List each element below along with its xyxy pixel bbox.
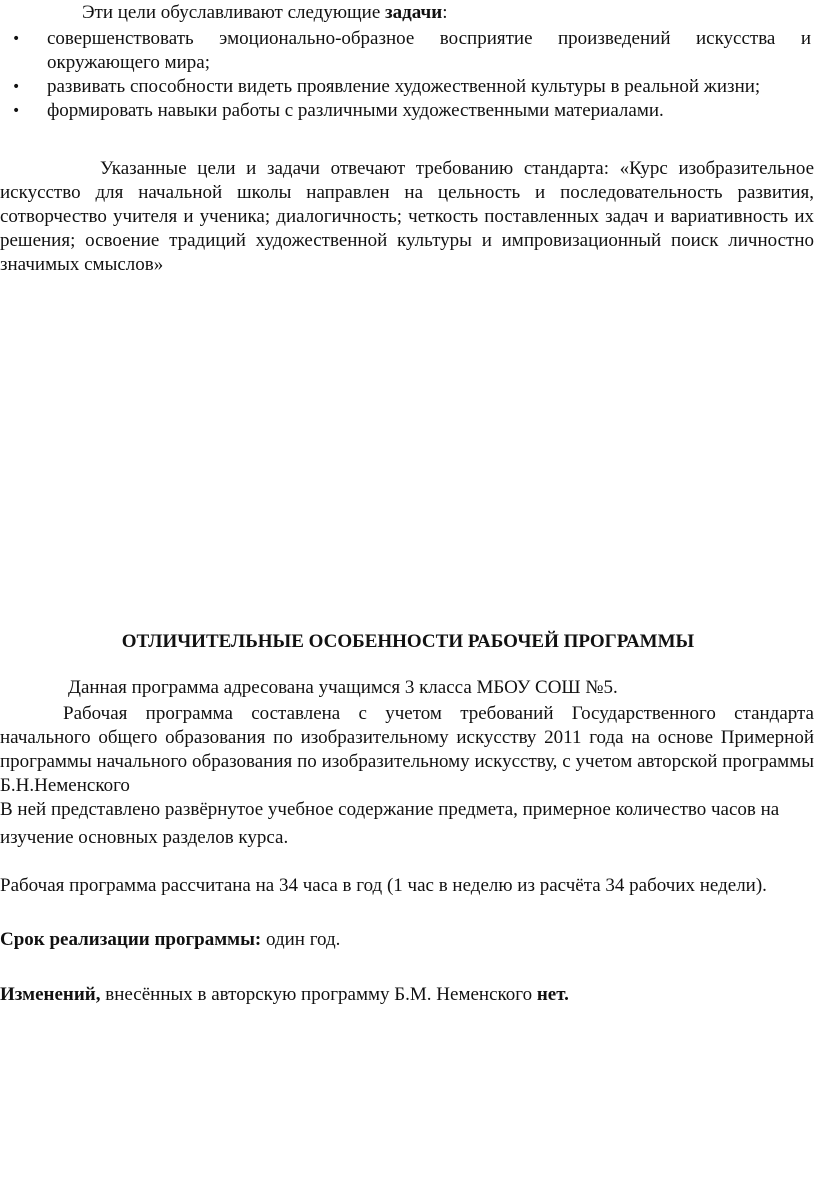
intro-tail: : <box>442 2 448 23</box>
intro-line <box>0 1 816 25</box>
task-text: развивать способности видеть проявление художественной культуры в реальной жизни; <box>47 76 761 97</box>
changes-middle: внесённых в авторскую программу Б.М. Неменского <box>100 984 537 1005</box>
intro-lead: Эти цели обуславливают следующие <box>82 2 386 23</box>
standard-paragraph: Указанные цели и задачи отвечают требованию стандарта: «Курс изобразительное искусство для начальной школы направлен на цельность и последовательность развития, сотворчество учителя и ученика; диалогичность; четкость поставленных задач и вариативность их решения; освоение традиций художественной культуры и импровизационный поиск личностно значимых смыслов» <box>0 158 814 275</box>
addressed-line: Данная программа адресована учащимся 3 класса МБОУ СОШ №5. <box>68 677 618 698</box>
changes-label: Изменений, <box>0 984 101 1005</box>
bullet-icon: • <box>12 31 21 47</box>
term-value: один год. <box>261 929 341 950</box>
task-text: совершенствовать эмоционально-образное восприятие произведений искусства и окружающего мира; <box>47 28 811 73</box>
term-line <box>0 928 816 952</box>
task-item <box>0 99 811 123</box>
term-label: Срок реализации программы: <box>0 929 262 950</box>
changes-end: нет. <box>536 984 569 1005</box>
section-heading: ОТЛИЧИТЕЛЬНЫЕ ОСОБЕННОСТИ РАБОЧЕЙ ПРОГРАММЫ <box>121 631 695 652</box>
bullet-icon: • <box>12 79 21 95</box>
tasks-list <box>0 27 811 123</box>
task-item <box>0 75 811 99</box>
compiled-paragraph: Рабочая программа составлена с учетом требований Государственного стандарта начального общего образования по изобразительному искусству 2011 года на основе Примерной программы начального образования по изобразительному искусству, с учетом авторской программы Б.Н.Неменского <box>0 703 814 796</box>
changes-line <box>0 983 816 1007</box>
hours-line: Рабочая программа рассчитана на 34 часа в год (1 час в неделю из расчёта 34 рабочих недели). <box>0 875 767 896</box>
task-text: формировать навыки работы с различными художественными материалами. <box>47 100 664 121</box>
intro-bold-word: задачи <box>385 2 443 23</box>
task-item <box>0 27 811 75</box>
bullet-icon: • <box>12 103 21 119</box>
content-paragraph: В ней представлено развёрнутое учебное содержание предмета, примерное количество часов на изучение основных разделов курса. <box>0 799 780 848</box>
